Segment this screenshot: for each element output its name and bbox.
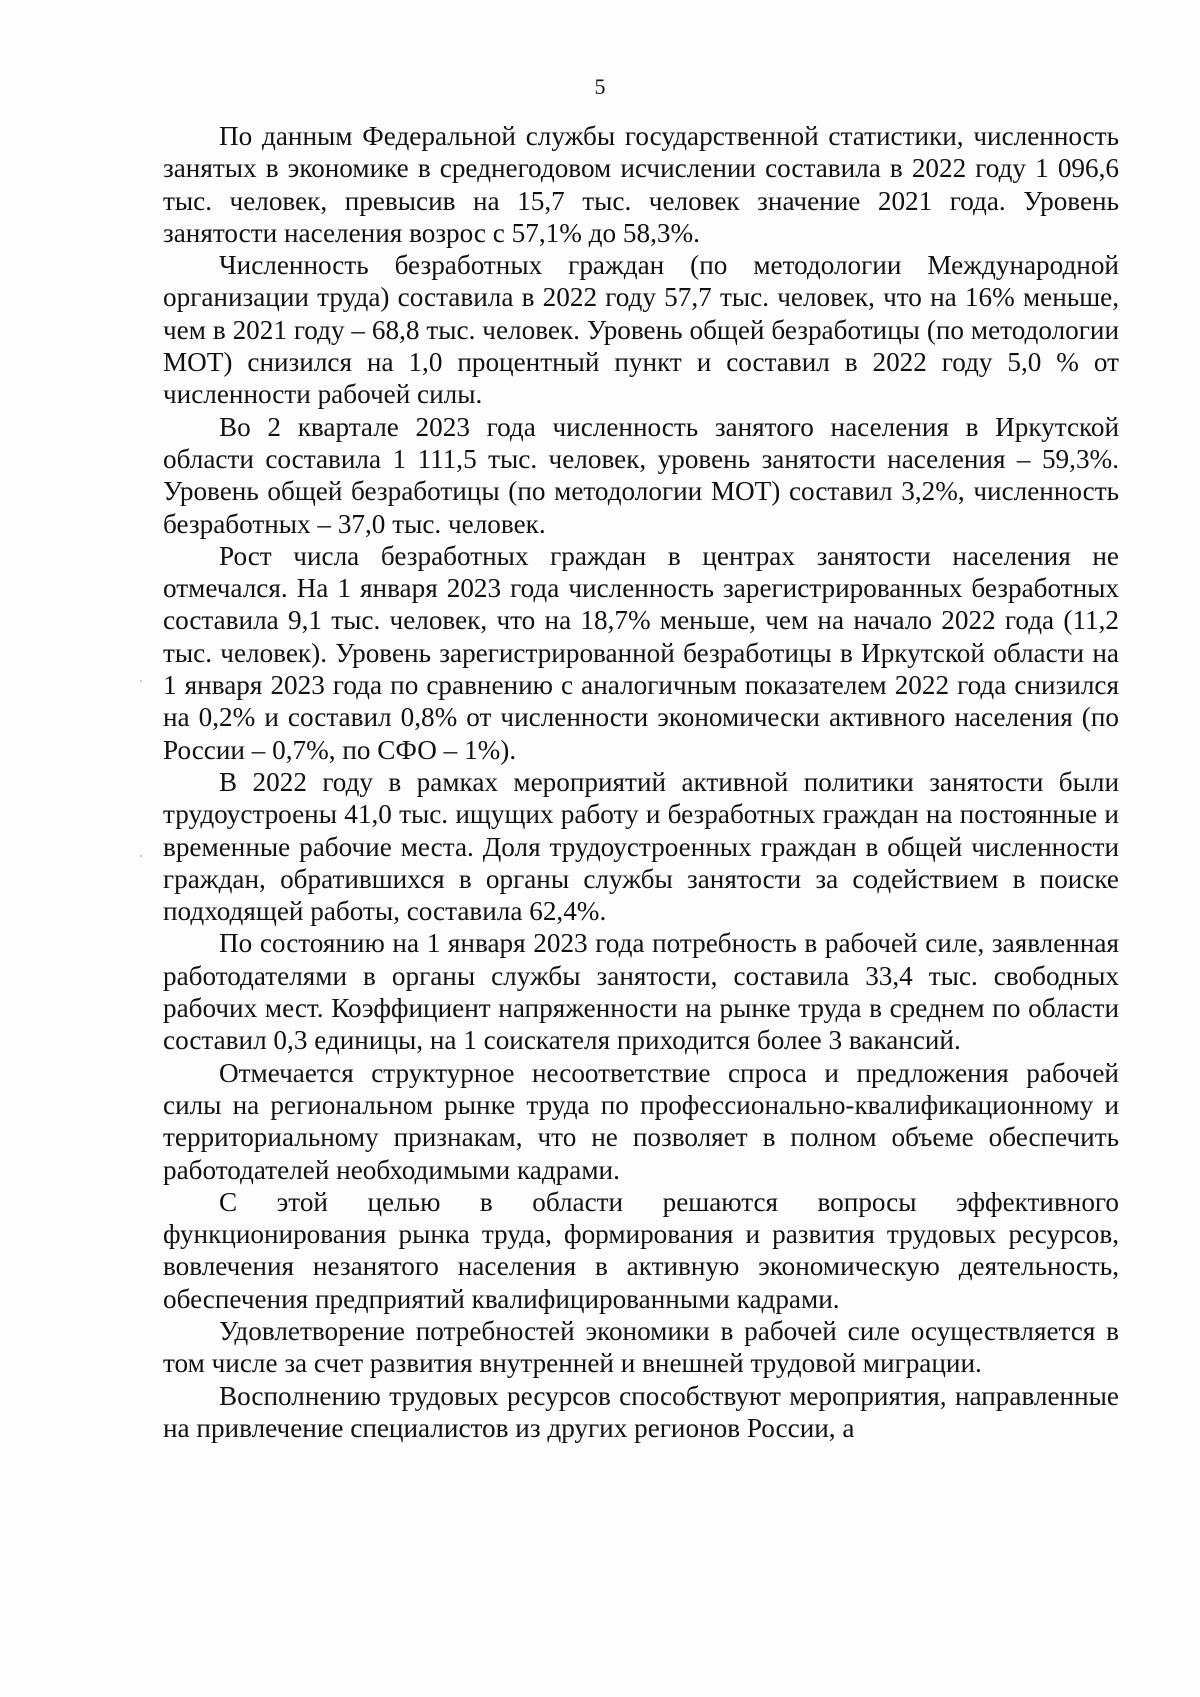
paragraph-structural-mismatch: Отмечается структурное несоответствие спроса и предложения рабочей силы на региональном рынке труда по профессионально-квалификационному и территориальному признакам, что не позволяет в полном объеме обеспечить работодателей необходимыми кадрами.	[163, 1057, 1119, 1185]
paragraph-active-policy: В 2022 году в рамках мероприятий активной политики занятости были трудоустроены 41,0 тыс. ищущих работу и безработных граждан на постоянные и временные рабочие места. Доля трудоустроенных граждан в общей численности граждан, обратившихся в органы службы занятости за содействием в поиске подходящей работы, составила 62,4%.	[163, 766, 1119, 927]
page-number: 5	[594, 74, 606, 99]
paragraph-migration: Удовлетворение потребностей экономики в рабочей силе осуществляется в том числе за счет развития внутренней и внешней трудовой миграции.	[163, 1315, 1119, 1379]
paragraph-employment-stats: По данным Федеральной службы государственной статистики, численность занятых в экономике в среднегодовом исчислении составила в 2022 году 1 096,6 тыс. человек, превысив на 15,7 тыс. человек значение 2021 года. Уровень занятости населения возрос с 57,1% до 58,3%.	[163, 121, 1119, 248]
paragraph-q2-2023: Во 2 квартале 2023 года численность занятого населения в Иркутской области составила 1 111,5 тыс. человек, уровень занятости населения – 59,3%. Уровень общей безработицы (по методологии МОТ) составил 3,2%, численность безработных – 37,0 тыс. человек.	[163, 411, 1119, 539]
scan-speck	[140, 855, 142, 857]
document-body	[163, 120, 1119, 1444]
paragraph-unemployed-ilo: Численность безработных граждан (по методологии Международной организации труда) составила в 2022 году 57,7 тыс. человек, что на 16% меньше, чем в 2021 году – 68,8 тыс. человек. Уровень общей безработицы (по методологии МОТ) снизился на 1,0 процентный пункт и составил в 2022 году 5,0 % от численности рабочей силы.	[163, 250, 1119, 410]
paragraph-labor-demand: По состоянию на 1 января 2023 года потребность в рабочей силе, заявленная работодателями в органы службы занятости, составила 33,4 тыс. свободных рабочих мест. Коэффициент напряженности на рынке труда в среднем по области составил 0,3 единицы, на 1 соискателя приходится более 3 вакансий.	[163, 928, 1119, 1056]
paragraph-workforce-replenishment: Восполнению трудовых ресурсов способствуют мероприятия, направленные на привлечение специалистов из других регионов России, а	[163, 1380, 1119, 1443]
paragraph-labor-market-goals: С этой целью в области решаются вопросы эффективного функционирования рынка труда, формирования и развития трудовых ресурсов, вовлечения незанятого населения в активную экономическую деятельность, обеспечения предприятий квалифицированными кадрами.	[163, 1186, 1119, 1314]
scan-speck	[140, 680, 142, 682]
paragraph-registered-unemployment: Рост числа безработных граждан в центрах занятости населения не отмечался. На 1 января 2023 года численность зарегистрированных безработных составила 9,1 тыс. человек, что на 18,7% меньше, чем на начало 2022 года (11,2 тыс. человек). Уровень зарегистрированной безработицы в Иркутской области на 1 января 2023 года по сравнению с аналогичным показателем 2022 года снизился на 0,2% и составил 0,8% от численности экономически активного населения (по России – 0,7%, по СФО – 1%).	[163, 540, 1119, 765]
